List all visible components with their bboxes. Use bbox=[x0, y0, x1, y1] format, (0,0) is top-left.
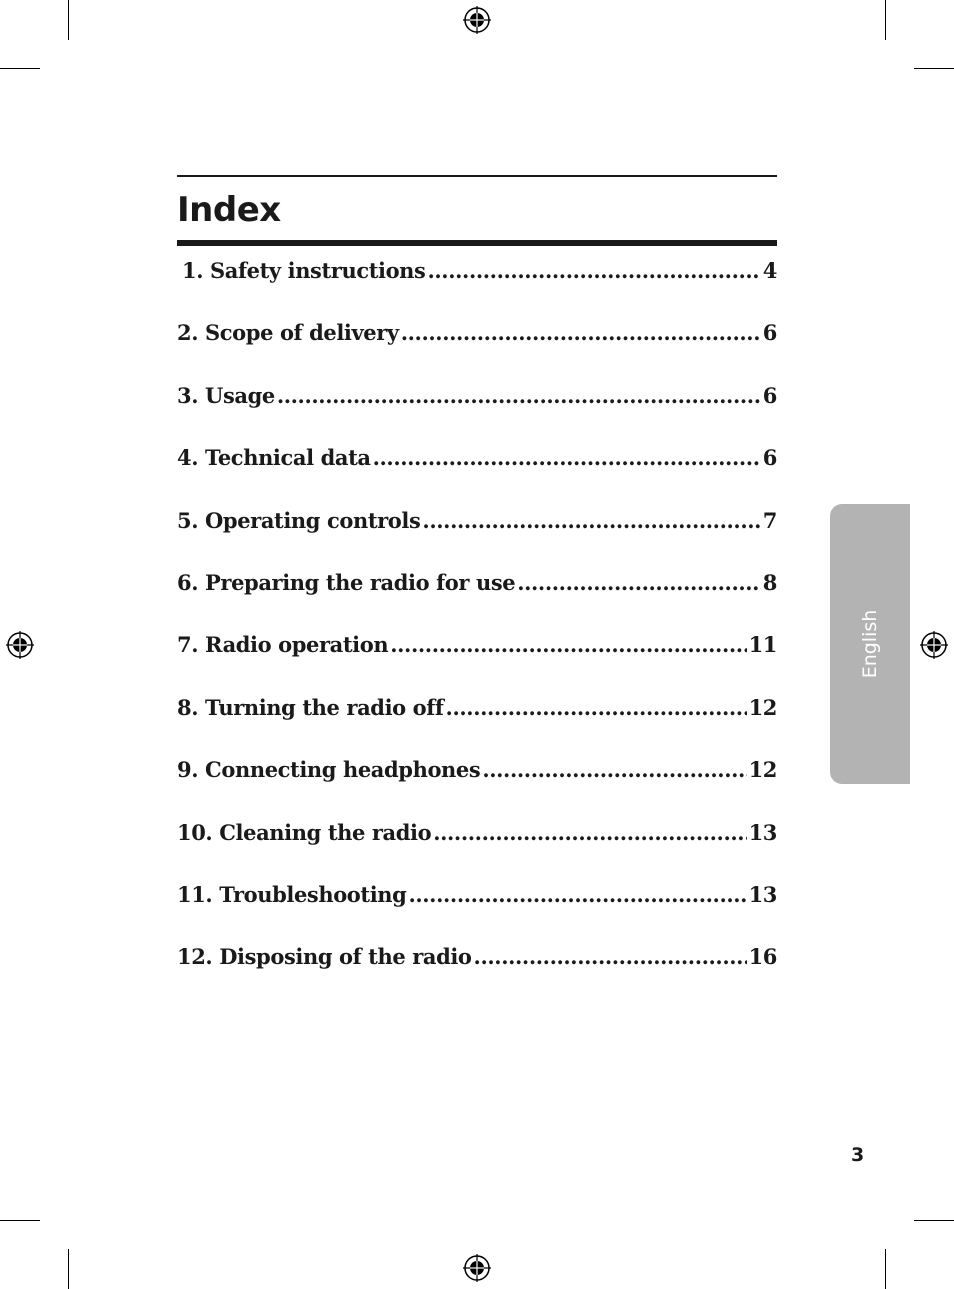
toc-entry-label: 7. Radio operation bbox=[177, 632, 389, 658]
crop-mark bbox=[885, 0, 886, 40]
table-of-contents bbox=[177, 258, 777, 1007]
toc-entry[interactable] bbox=[177, 695, 777, 757]
registration-mark-icon bbox=[462, 5, 492, 35]
toc-entry[interactable] bbox=[177, 882, 777, 944]
toc-entry-page: 12 bbox=[748, 757, 777, 783]
toc-entry-page: 4 bbox=[762, 258, 777, 283]
toc-entry-label: 5. Operating controls bbox=[177, 507, 421, 533]
toc-entry-page: 11 bbox=[748, 632, 777, 658]
crop-mark bbox=[885, 1249, 886, 1289]
toc-entry-page: 6 bbox=[762, 445, 777, 471]
toc-entry-label: 10. Cleaning the radio bbox=[177, 819, 432, 845]
toc-entry-label: 9. Connecting headphones bbox=[177, 757, 481, 783]
toc-entry-label: 2. Scope of delivery bbox=[177, 320, 399, 346]
toc-entry-page: 13 bbox=[748, 819, 777, 845]
toc-leader-dots bbox=[517, 570, 761, 595]
toc-leader-dots bbox=[422, 508, 760, 533]
page-title: Index bbox=[177, 190, 281, 230]
language-side-tab bbox=[830, 504, 910, 784]
toc-leader-dots bbox=[373, 445, 761, 470]
toc-entry-label: 3. Usage bbox=[177, 382, 275, 408]
toc-leader-dots bbox=[482, 757, 746, 782]
page-number: 3 bbox=[851, 1144, 865, 1166]
toc-entry-page: 8 bbox=[762, 569, 777, 595]
toc-leader-dots bbox=[433, 820, 746, 845]
crop-mark bbox=[68, 1249, 69, 1289]
toc-entry-label: 4. Technical data bbox=[177, 445, 371, 471]
crop-mark bbox=[0, 68, 40, 69]
toc-leader-dots bbox=[474, 944, 747, 969]
toc-entry-label: 6. Preparing the radio for use bbox=[177, 569, 516, 595]
toc-entry[interactable] bbox=[177, 632, 777, 694]
toc-leader-dots bbox=[446, 695, 747, 720]
toc-entry-page: 13 bbox=[748, 881, 777, 907]
toc-entry[interactable] bbox=[177, 320, 777, 382]
toc-entry-page: 6 bbox=[762, 382, 777, 408]
language-tab-label: English bbox=[859, 609, 881, 679]
crop-mark bbox=[68, 0, 69, 40]
toc-leader-dots bbox=[401, 320, 761, 345]
toc-leader-dots bbox=[390, 632, 746, 657]
toc-entry-page: 16 bbox=[748, 944, 777, 970]
toc-entry-label: 8. Turning the radio off bbox=[177, 694, 444, 720]
toc-entry[interactable] bbox=[177, 570, 777, 632]
toc-entry-label: 11. Troubleshooting bbox=[177, 881, 407, 907]
registration-mark-icon bbox=[919, 630, 949, 660]
toc-entry[interactable] bbox=[177, 445, 777, 507]
registration-mark-icon bbox=[5, 630, 35, 660]
crop-mark bbox=[914, 1220, 954, 1221]
toc-entry[interactable] bbox=[177, 383, 777, 445]
toc-entry-page: 12 bbox=[748, 694, 777, 720]
toc-entry[interactable] bbox=[177, 508, 777, 570]
crop-mark bbox=[914, 68, 954, 69]
crop-mark bbox=[0, 1220, 40, 1221]
toc-entry[interactable] bbox=[177, 258, 777, 320]
toc-leader-dots bbox=[427, 258, 760, 283]
toc-leader-dots bbox=[408, 882, 746, 907]
registration-mark-icon bbox=[462, 1253, 492, 1283]
toc-entry[interactable] bbox=[177, 820, 777, 882]
title-bottom-rule bbox=[177, 240, 777, 246]
toc-entry[interactable] bbox=[177, 757, 777, 819]
toc-entry[interactable] bbox=[177, 944, 777, 1006]
toc-leader-dots bbox=[277, 383, 761, 408]
toc-entry-label: 1. Safety instructions bbox=[182, 258, 426, 283]
title-top-rule bbox=[177, 175, 777, 177]
toc-entry-label: 12. Disposing of the radio bbox=[177, 944, 472, 970]
toc-entry-page: 6 bbox=[762, 320, 777, 346]
toc-entry-page: 7 bbox=[762, 507, 777, 533]
